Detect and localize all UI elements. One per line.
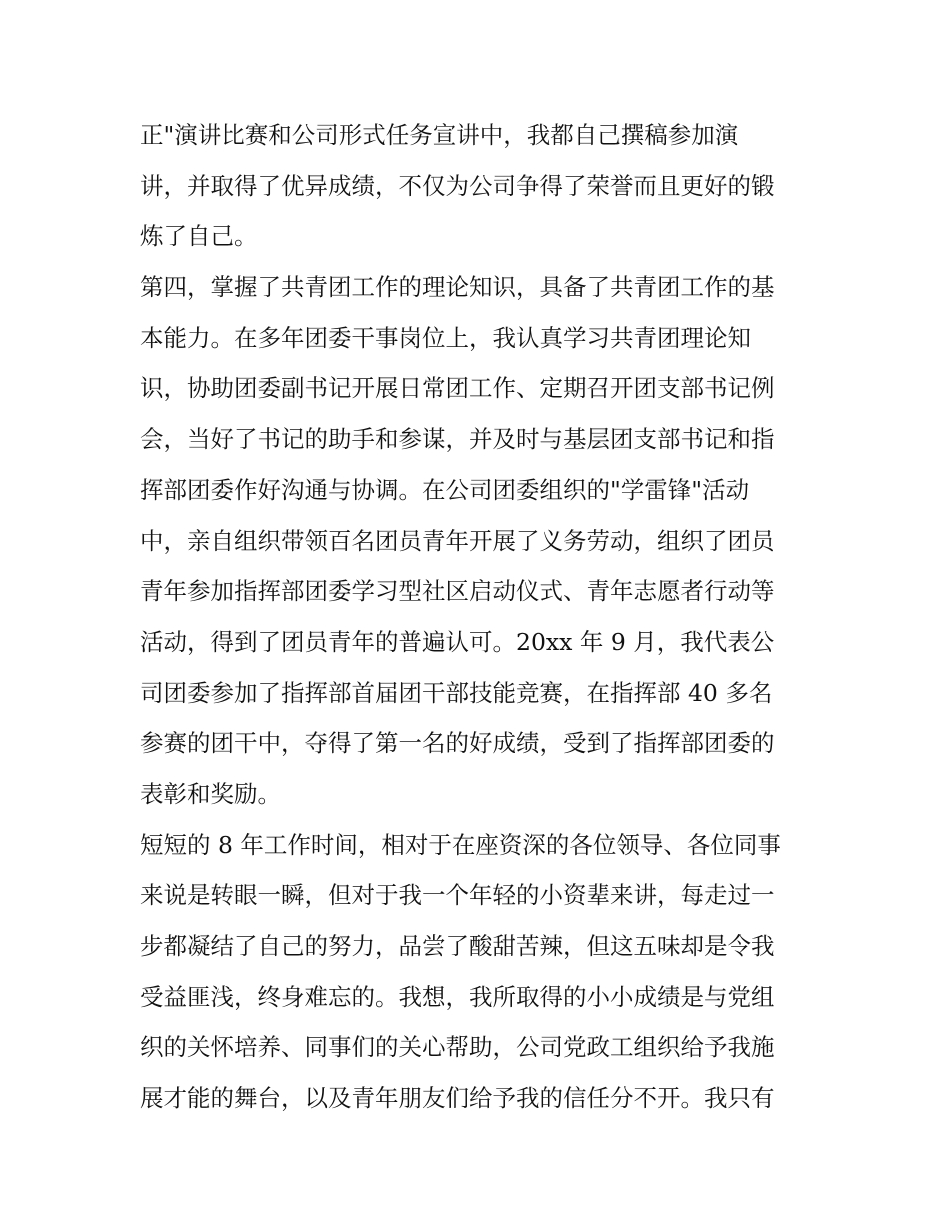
text-line: 炼了自己。 — [140, 222, 258, 251]
text-line: 青年参加指挥部团委学习型社区启动仪式、青年志愿者行动等 — [140, 577, 775, 606]
text-line: 来说是转眼一瞬，但对于我一个年轻的小资辈来讲，每走过一 — [140, 881, 775, 910]
text-line: 中，亲自组织带领百名团员青年开展了义务劳动，组织了团员 — [140, 526, 775, 555]
text-line: 受益匪浅，终身难忘的。我想，我所取得的小小成绩是与党组 — [140, 982, 775, 1011]
text-line: 短短的 8 年工作时间，相对于在座资深的各位领导、各位同事 — [140, 830, 781, 859]
text-line: 识，协助团委副书记开展日常团工作、定期召开团支部书记例 — [140, 374, 775, 403]
text-line: 挥部团委作好沟通与协调。在公司团委组织的"学雷锋"活动 — [140, 475, 750, 504]
text-line: 活动，得到了团员青年的普遍认可。20xx 年 9 月，我代表公 — [140, 627, 775, 656]
text-line: 表彰和奖励。 — [140, 779, 281, 808]
text-line: 步都凝结了自己的努力，品尝了酸甜苦辣，但这五味却是令我 — [140, 932, 775, 960]
document-body — [140, 110, 820, 1124]
text-line: 织的关怀培养、同事们的关心帮助，公司党政工组织给予我施 — [140, 1033, 775, 1062]
text-line: 司团委参加了指挥部首届团干部技能竞赛，在指挥部 40 多名 — [140, 678, 773, 707]
text-line: 讲，并取得了优异成绩，不仅为公司争得了荣誉而且更好的锻 — [140, 171, 775, 200]
text-line: 展才能的舞台，以及青年朋友们给予我的信任分不开。我只有 — [140, 1084, 775, 1113]
text-line: 参赛的团干中，夺得了第一名的好成绩，受到了指挥部团委的 — [140, 729, 775, 758]
text-line: 正"演讲比赛和公司形式任务宣讲中，我都自己撰稿参加演 — [140, 121, 739, 149]
text-line: 第四，掌握了共青团工作的理论知识，具备了共青团工作的基 — [140, 273, 775, 302]
text-line: 会，当好了书记的助手和参谋，并及时与基层团支部书记和指 — [140, 425, 775, 454]
text-line: 本能力。在多年团委干事岗位上，我认真学习共青团理论知 — [140, 323, 751, 352]
